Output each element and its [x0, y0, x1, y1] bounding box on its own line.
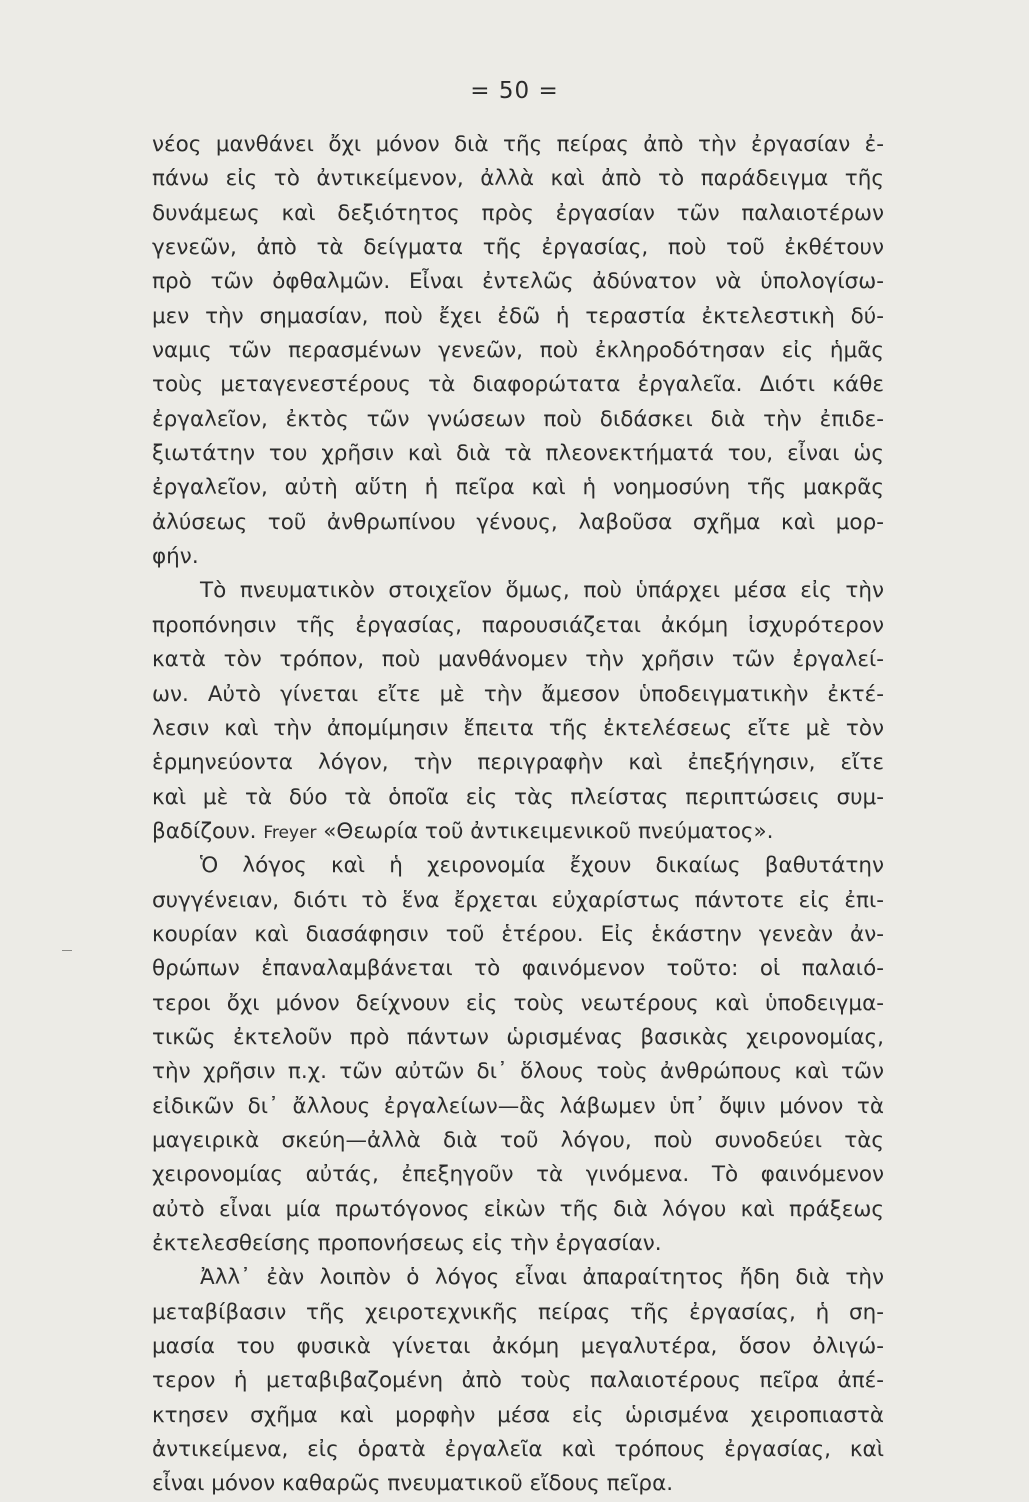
- text-line: ἑρμηνεύοντα λόγον, τὴν περιγραφὴν καὶ ἐπεξήγησιν, εἴτε: [152, 750, 884, 776]
- text-line-with-citation: [152, 815, 884, 849]
- text-line: εἶναι μόνον καθαρῶς πνευματικοῦ εἴδους πεῖρα.: [152, 1471, 674, 1497]
- text-line: τεροι ὄχι μόνον δείχνουν εἰς τοὺς νεωτέρους καὶ ὑποδειγμα-: [152, 990, 884, 1016]
- text-line: τὴν χρῆσιν π.χ. τῶν αὐτῶν δι᾽ ὅλους τοὺς ἀνθρώπους καὶ τῶν: [152, 1059, 884, 1085]
- text-line: ξιωτάτην του χρῆσιν καὶ διὰ τὰ πλεονεκτήματά του, εἶναι ὡς: [152, 441, 884, 467]
- text-line: αὐτὸ εἶναι μία πρωτόγονος εἰκὼν τῆς διὰ λόγου καὶ πράξεως: [152, 1196, 884, 1222]
- text-line: καὶ μὲ τὰ δύο τὰ ὁποῖα εἰς τὰς πλείστας περιπτώσεις συμ-: [152, 784, 884, 810]
- text-line: ἀντικείμενα, εἰς ὁρατὰ ἐργαλεῖα καὶ τρόπους ἐργασίας, καὶ: [152, 1437, 884, 1463]
- text-line: ἀλύσεως τοῦ ἀνθρωπίνου γένους, λαβοῦσα σχῆμα καὶ μορ-: [152, 509, 884, 535]
- text-line: νέος μανθάνει ὄχι μόνον διὰ τῆς πείρας ἀπὸ τὴν ἐργασίαν ἐ-: [152, 132, 884, 157]
- text-line: μεν τὴν σημασίαν, ποὺ ἔχει ἐδῶ ἡ τεραστία ἐκτελεστικὴ δύ-: [152, 303, 884, 329]
- text-line: κτησεν σχῆμα καὶ μορφὴν μέσα εἰς ὡρισμένα χειροπιαστὰ: [152, 1402, 884, 1428]
- text-line: Τὸ πνευματικὸν στοιχεῖον ὅμως, ποὺ ὑπάρχει μέσα εἰς τὴν: [200, 578, 884, 604]
- text-line: ἐργαλεῖον, ἐκτὸς τῶν γνώσεων ποὺ διδάσκει διὰ τὴν ἐπιδε-: [152, 406, 884, 432]
- text-line: θρώπων ἐπαναλαμβάνεται τὸ φαινόμενον τοῦτο: οἱ παλαιό-: [152, 956, 884, 982]
- text-line: εἰδικῶν δι᾽ ἄλλους ἐργαλείων—ἂς λάβωμεν ὑπ᾽ ὄψιν μόνον τὰ: [152, 1093, 884, 1119]
- text-fragment: βαδίζουν.: [152, 818, 257, 844]
- text-line: δυνάμεως καὶ δεξιότητος πρὸς ἐργασίαν τῶν παλαιοτέρων: [152, 200, 884, 226]
- text-line: φήν.: [152, 544, 199, 570]
- text-line: πρὸ τῶν ὀφθαλμῶν. Εἶναι ἐντελῶς ἀδύνατον νὰ ὑπολογίσω-: [152, 269, 884, 295]
- text-line: ἐργαλεῖον, αὐτὴ αὕτη ἡ πεῖρα καὶ ἡ νοημοσύνη τῆς μακρᾶς: [152, 475, 884, 501]
- text-line: ναμις τῶν περασμένων γενεῶν, ποὺ ἐκληροδότησαν εἰς ἡμᾶς: [152, 338, 884, 364]
- citation-title: «Θεωρία τοῦ ἀντικειμενικοῦ πνεύματος».: [323, 818, 774, 844]
- text-line: κουρίαν καὶ διασάφησιν τοῦ ἑτέρου. Εἰς ἑκάστην γενεὰν ἀν-: [152, 921, 884, 947]
- text-line: κατὰ τὸν τρόπον, ποὺ μανθάνομεν τὴν χρῆσιν τῶν ἐργαλεί-: [152, 647, 884, 673]
- citation-author: Freyer: [263, 822, 317, 843]
- text-line: προπόνησιν τῆς ἐργασίας, παρουσιάζεται ἀκόμη ἰσχυρότερον: [152, 612, 884, 638]
- text-line: πάνω εἰς τὸ ἀντικείμενον, ἀλλὰ καὶ ἀπὸ τὸ παράδειγμα τῆς: [152, 166, 884, 192]
- text-line: γενεῶν, ἀπὸ τὰ δείγματα τῆς ἐργασίας, ποὺ τοῦ ἐκθέτουν: [152, 235, 884, 261]
- text-line: μασία του φυσικὰ γίνεται ἀκόμη μεγαλυτέρα, ὅσον ὀλιγώ-: [152, 1334, 884, 1360]
- text-line: ων. Αὐτὸ γίνεται εἴτε μὲ τὴν ἄμεσον ὑποδειγματικὴν ἐκτέ-: [152, 681, 884, 707]
- text-line: συγγένειαν, διότι τὸ ἕνα ἔρχεται εὐχαρίστως πάντοτε εἰς ἐπι-: [152, 887, 884, 913]
- margin-dash: [62, 950, 72, 951]
- text-line: ἐκτελεσθείσης προπονήσεως εἰς τὴν ἐργασίαν.: [152, 1231, 662, 1256]
- text-line: Ἀλλ᾽ ἐὰν λοιπὸν ὁ λόγος εἶναι ἀπαραίτητος ἤδη διὰ τὴν: [200, 1265, 884, 1291]
- text-line: λεσιν καὶ τὴν ἀπομίμησιν ἔπειτα τῆς ἐκτελέσεως εἴτε μὲ τὸν: [152, 715, 884, 741]
- text-line: χειρονομίας αὐτάς, ἐπεξηγοῦν τὰ γινόμενα. Τὸ φαινόμενον: [152, 1162, 884, 1188]
- text-line: τοὺς μεταγενεστέρους τὰ διαφορώτατα ἐργαλεῖα. Διότι κάθε: [152, 372, 884, 398]
- page-number: = 50 =: [470, 78, 559, 104]
- text-line: μεταβίβασιν τῆς χειροτεχνικῆς πείρας τῆς ἐργασίας, ἡ ση-: [152, 1299, 884, 1325]
- text-line: μαγειρικὰ σκεύη—ἀλλὰ διὰ τοῦ λόγου, ποὺ συνοδεύει τὰς: [152, 1127, 884, 1153]
- text-line: τερον ἡ μεταβιβαζομένη ἀπὸ τοὺς παλαιοτέρους πεῖρα ἀπέ-: [152, 1368, 884, 1394]
- text-line: τικῶς ἐκτελοῦν πρὸ πάντων ὡρισμένας βασικὰς χειρονομίας,: [152, 1024, 884, 1050]
- body-text: [152, 128, 884, 1502]
- text-line: Ὁ λόγος καὶ ἡ χειρονομία ἔχουν δικαίως βαθυτάτην: [200, 853, 884, 879]
